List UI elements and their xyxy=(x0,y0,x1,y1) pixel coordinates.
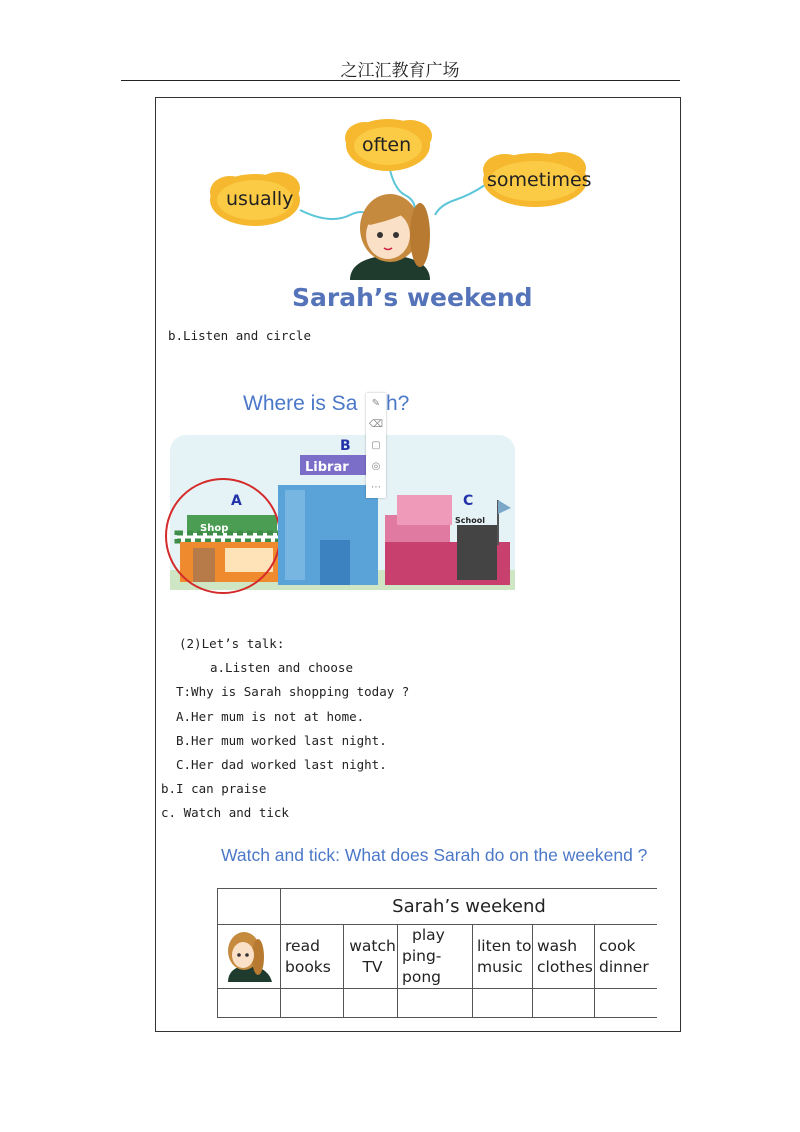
talk-option-b: B.Her mum worked last night. xyxy=(176,733,387,748)
activity-wash-clothes: wash clothes xyxy=(533,925,595,989)
activity-cook-dinner: cook dinner xyxy=(595,925,658,989)
where-is-sarah-title-part1: Where is Sa xyxy=(243,392,358,415)
activity-watch-tv: watch TV xyxy=(344,925,398,989)
tick-cell-blank xyxy=(218,989,281,1018)
tick-cell-wash-clothes[interactable] xyxy=(533,989,595,1018)
tick-cell-music[interactable] xyxy=(473,989,533,1018)
sarah-illustration xyxy=(350,194,430,280)
tick-cell-ping-pong[interactable] xyxy=(398,989,473,1018)
sarah-avatar-cell xyxy=(218,925,281,989)
sarah-weekend-title: Sarah’s weekend xyxy=(292,283,533,312)
talk-heading: (2)Let’s talk: xyxy=(179,636,285,651)
where-is-sarah-title-part2: h? xyxy=(386,392,410,415)
cloud-sometimes xyxy=(483,152,592,207)
instruction-listen-circle: b.Listen and circle xyxy=(168,328,311,343)
activity-play-ping-pong: play ping-pong xyxy=(398,925,473,989)
library-sign: Librar xyxy=(305,460,349,475)
tick-cell-watch-tv[interactable] xyxy=(344,989,398,1018)
header-divider xyxy=(121,80,680,81)
tick-cell-cook-dinner[interactable] xyxy=(595,989,658,1018)
table-corner-cell xyxy=(218,889,281,925)
map-label-b: B xyxy=(340,438,351,454)
cloud-label-often: often xyxy=(362,134,412,156)
eraser-icon[interactable]: ⌫ xyxy=(368,419,384,430)
item-i-can-praise: b.I can praise xyxy=(161,781,267,796)
talk-sub-a: a.Listen and choose xyxy=(210,660,353,675)
lightbulb-icon[interactable]: ◎ xyxy=(371,461,381,472)
talk-question: T:Why is Sarah shopping today ? xyxy=(176,684,410,699)
watch-tick-title: Watch and tick: What does Sarah do on the weekend ? xyxy=(221,845,648,865)
note-icon[interactable]: ▢ xyxy=(371,440,381,451)
shop-sign: Shop xyxy=(200,523,229,534)
floating-annotation-toolbar xyxy=(366,393,386,498)
item-watch-and-tick: c. Watch and tick xyxy=(161,805,289,820)
cloud-usually xyxy=(210,172,300,226)
weekend-activity-table xyxy=(217,888,657,1018)
activity-read-books: read books xyxy=(281,925,344,989)
page-header-title: 之江汇教育广场 xyxy=(340,61,460,81)
activity-listen-to-music: liten to music xyxy=(473,925,533,989)
cloud-often xyxy=(345,119,432,171)
town-map-illustration xyxy=(165,430,520,598)
table-tick-row xyxy=(218,989,658,1018)
map-label-a: A xyxy=(231,493,242,509)
table-title-cell: Sarah’s weekend xyxy=(281,889,658,925)
weekend-mind-map xyxy=(200,110,620,320)
pen-icon[interactable]: ✎ xyxy=(371,398,381,409)
avatar xyxy=(218,927,278,982)
cloud-label-sometimes: sometimes xyxy=(487,169,592,191)
talk-option-a: A.Her mum is not at home. xyxy=(176,709,365,724)
shop-building xyxy=(177,515,285,582)
tick-cell-read-books[interactable] xyxy=(281,989,344,1018)
school-sign: School xyxy=(455,516,485,525)
more-icon[interactable]: ⋯ xyxy=(371,482,381,493)
table-activity-row xyxy=(218,925,658,989)
cloud-label-usually: usually xyxy=(226,188,294,210)
map-label-c: C xyxy=(463,493,474,509)
table-header-row xyxy=(218,889,658,925)
talk-option-c: C.Her dad worked last night. xyxy=(176,757,387,772)
